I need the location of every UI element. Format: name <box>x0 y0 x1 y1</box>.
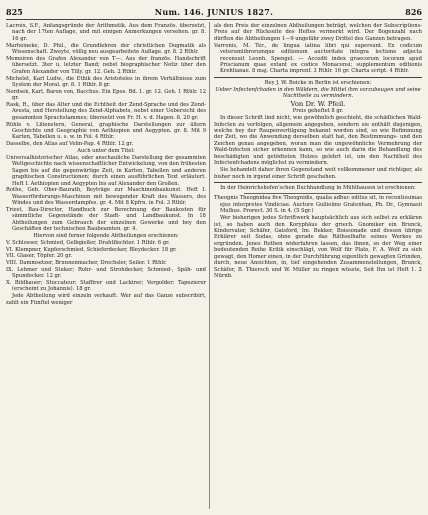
entry-sub: VI. Klempner, Kupferschmied, Schieferdecker, Bleydecker. 18 gr. <box>6 246 177 253</box>
entry: Varronis, M. Ter., de lingua latina libri qui supersunt. Ex codicum veterumlibrorumque editionum auctoritate integra lectione adjecta recensuit Leonh. Spengel. — Accedit index graecorum locorum apud Priscianum quae extant ex codice Monacensi; supplementum editionis Krehlianae. 8 maj. Charta imprenf. 3 Rthlr. 16 gr. Charta script. 4 Rthlr. <box>214 42 422 75</box>
entry: Rask, R., über das Alter und die Echtheit der Zend-Sprache und des Zend-Avesta, und Herstellung des Zend-Alphabets, nebst einer Uebersicht des gesammten Sprachstammes; übersetzt von Fr. H. v. d. Hagen. 8. 20 gr. <box>6 101 206 121</box>
section-rule <box>214 77 422 78</box>
issue-title: Num. 146. JUNIUS 1827. <box>154 7 274 17</box>
section-rule <box>214 182 422 183</box>
continuation-text: als den Preis der einzelnen Abtheilungen beträgt, welchen der Subscriptions-Preis auf der Rückseite des Heftes vermerkt wird. Der Bogenzahl nach dürften die Abtheilungen 1—9 ungefähr zwey Drittel des Ganzen betragen. <box>214 23 422 42</box>
entry-note: Auch unter dem Titel: <box>77 147 135 154</box>
entry: Universalhistorischer Atlas, oder anschauliche Darstellung der gesammten Weltgeschichte nach wissenschaftlicher Entwickelung, von den frühesten Sagen bis auf die gegenwärtige Zeit, in Karten, Tabellen und anderen graphischen Constructionen; durch einen ausführlichen Text erläutert. Heft I. Aethiopien und Aegypten bis auf Alexander den Großen. <box>6 154 206 187</box>
page-number-right: 826 <box>405 7 422 17</box>
entry: Michelet, Karl Ludw., die Ethik des Aristoteles in ihrem Verhältnisse zum System der Moral. gr. 8. 1 Rthlr. 8 gr. <box>6 75 206 88</box>
left-column <box>6 23 206 511</box>
entry-sub: VIII. Dammsetzer, Brunnenmacher, Drechsler, Seiler. 1 Rthlr. <box>6 260 167 267</box>
right-column <box>214 23 422 511</box>
entry: Rühle v. Lilienstern, General, graphische Darstellungen zur ältern Geschichte und Geographie von Aethiopien und Aegypten. gr. 8. Mit 9 Karten, Tabellen u. s. w. in Fol. 4 Rthlr. <box>6 121 206 141</box>
short-rule <box>244 193 392 194</box>
book-description: In dieser Schrift lind nicht, wie gewöhnlich geschieht, die schädlichen Wald-Infecten zu verfolgen, allgemein angegeben, sondern sie enthält diejenigen, welche bey der Raupenvertilgung bekannt worden sind, so wie Befimmung der Zeit, wo die Anwendung derselben statt hat, den Bestimmungs- und den Zeichen genau angegeben, woran man die ungewöhnliche Vermehrung der Wald-Infecten sicher erkennen kann, so wie auch darin die Behandlung des beschädigten und getödteten Holzes gelehrt ist, um den Nachtheil des Infectenfchadens möglichst zu vermindern. <box>214 115 422 167</box>
entry: Theognis Theognidea five Theognidis, qualia adhuc editus sit, in recentissimas ejus interpretes Vindiciae. Auctore Guilielmo Gratenhan, Ph. Dr., Gymnasii Mulhus. Prorect. 30 S. in 4. (5 Sgr.) <box>214 195 422 215</box>
entry-sub: IX. Lehmer und Stuker; Rohr- und Strohdecker, Schmied-, Späh- und Spundecker. 12 gr. <box>6 266 206 280</box>
entry: Nordsek, Karl, Baron von, Bacchus. Ein Epos. Bd. 1. gr. 12. Geh. 1 Rthlr. 12 gr. <box>6 88 206 102</box>
book-description: Wer bisherigen jedes Schriftwerk hauptsächlich aus sich selbst zu erklären ist, so haben auch den Koryphäus der griech. Gnomiker ein Brunck, Kindervater, Schäfer, Gaisford, Im. Bekker, Boissonade und dessen übrige Erklärer seit Sudas, ohne gerade das Räthselhafte seines Werkes zu ergründen. Jenes Rothen widerfahren lassen, das ihnen, so der Weg einer bedeutenden Reihe Kritik einschlägt, von Wolf für Plato, F. A. Wolf zu sieh gewagt, den Homer einen, in der Durchführung eigentlich gewagten Gründen, durch, neue Ansichten, in, tief eingehenden Zusammenstellungen, Brunck, Schäfer, B. Thiersch und W. Müller zu ringen wüsste, Seit Ihn ist Heft 1. 2 Nürnb. <box>214 215 422 280</box>
entry-sub: VII. Glaser, Töpfer. 20 gr. <box>6 253 73 260</box>
entry: Rothe, Geh. Ober-Baurath, Beyträge zur Maschinenbaukunst. Heft I. Wasserförderungs-Maschinen mit bewegender Kraft des Wassers, des Windes und des Wasserdampfes. gr. 4. Mit 8 Kpfrn. in Fol. 3 Rthlr. <box>6 187 206 207</box>
entry-note: Hiervon sind ferner folgende Abtheilungen erschienen: <box>33 233 179 240</box>
entry-sub: V. Schlosser, Schmied, Gelbgießer, Drahtflechter. 1 Rthlr. 6 gr. <box>6 239 170 246</box>
entry: Triest, Bau-Director, Handbuch zur Berechnung der Baukosten für sämmtliche Gegenstände der Stadt- und Landbaukunst. In 18 Abtheilungen zum Gebrauch der einzelnen Gewerke und bey den Geschäften der technischen Baubeamten. gr. 4. <box>6 206 206 233</box>
column-divider <box>209 22 210 509</box>
entry: Lacroix, S.F., Anfangsgründe der Arithmetik. Aus dem Französ. übersetzt, nach der 17ten Auflage, und mit einigen Anmerkungen versehen. gr. 8. 16 gr. <box>6 23 206 42</box>
publisher-header: Bey J. W. Boicke in Berlin ist erschienen: <box>264 79 372 86</box>
book-description: Sie behandelt daher ihren Gegenstand weit vollkommener und richtiger, als bisher noch in irgend einer Schrift geschehen. <box>214 167 422 180</box>
entry: Dasselbe, den Atlas auf Velin-Pap. 4 Rthlr. 12 gr. <box>6 141 134 148</box>
entry: Marheineke, D. Phil., die Grundlehren der christlichen Dogmatik als Wissenschaft. Zweyte, völlig neu ausgearbeitete Auflage. gr. 8. 2 Rthlr. <box>6 42 206 56</box>
entry-footer: Jede Abtheilung wird einzeln verkauft. Wer auf das Ganze subscribirt, zahlt ein Fünftel weniger <box>6 293 206 306</box>
book-title: Ueber Infectenfchaden in den Wäldern, die Mittel ihm vorzubeugen und seine Nachtheile zu vermindern. <box>215 86 421 100</box>
publisher-header: In der Heinrichshofen'schen Buchhandlung in Mühlhausen ist erschienen: <box>220 184 416 191</box>
book-author: Von Dr. W. Pfeil. <box>290 99 346 108</box>
page-header <box>6 5 422 20</box>
entry: Memoiren des Grafen Alexander von T—. Aus der französ. Handschrift übersetzt. 3ter u. letzter Band; nebst biographischer Notiz über den Grafen Alexander von Tilly. gr. 12. Geh. 2 Rthlr. <box>6 55 206 75</box>
entry-sub: X. Bildhauer; Stuccateur; Staffirer und Lackirer; Vergolder; Tapezierer (erscheint zu Johannis). 18 gr. <box>6 280 206 293</box>
page-number-left: 825 <box>6 7 23 17</box>
book-price: Preis geheftet 8 gr. <box>292 108 344 115</box>
